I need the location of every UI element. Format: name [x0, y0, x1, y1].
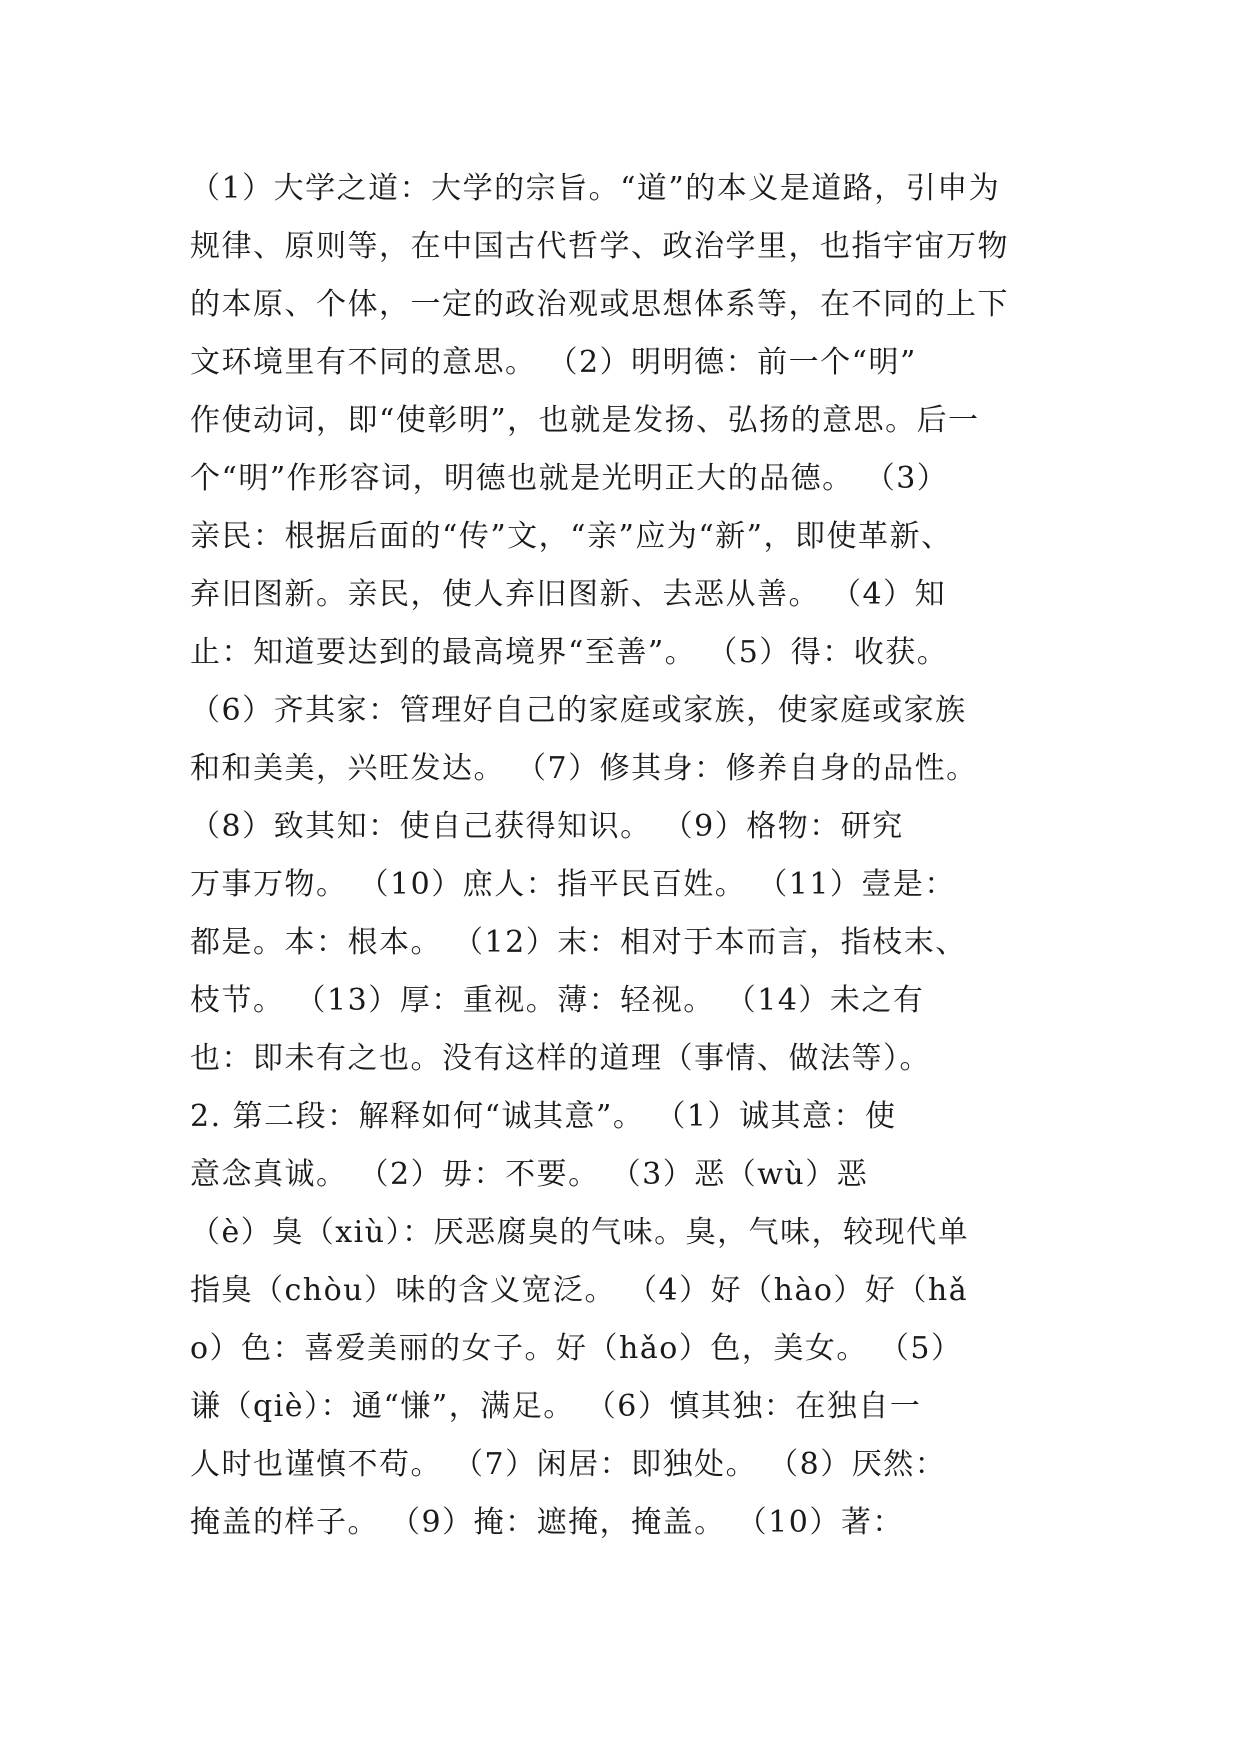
text-line: 规律、原则等，在中国古代哲学、政治学里，也指宇宙万物 — [190, 229, 1009, 264]
text-line: 指臭（chòu）味的含义宽泛。 （4）好（hào）好（hǎ — [190, 1273, 969, 1308]
text-line: o）色：喜爱美丽的女子。好（hǎo）色，美女。 （5） — [190, 1331, 963, 1366]
text-line: 弃旧图新。亲民，使人弃旧图新、去恶从善。 （4）知 — [190, 577, 947, 612]
text-line: （1）大学之道：大学的宗旨。“道”的本义是道路，引申为 — [190, 171, 1001, 206]
text-line: 谦（qiè）：通“慊”，满足。 （6）慎其独：在独自一 — [190, 1389, 922, 1424]
text-line: 文环境里有不同的意思。 （2）明明德：前一个“明” — [190, 345, 917, 380]
text-line: 作使动词，即“使彰明”，也就是发扬、弘扬的意思。后一 — [190, 403, 980, 438]
text-line: （6）齐其家：管理好自己的家庭或家族，使家庭或家族 — [190, 693, 967, 728]
text-line: 和和美美，兴旺发达。 （7）修其身：修养自身的品性。 — [190, 751, 978, 786]
text-line: 意念真诚。 （2）毋：不要。 （3）恶（wù）恶 — [190, 1157, 869, 1192]
text-line: 的本原、个体，一定的政治观或思想体系等，在不同的上下 — [190, 287, 1009, 322]
text-line: 都是。本：根本。 （12）末：相对于本而言，指枝末、 — [190, 925, 967, 960]
text-line: 2. 第二段：解释如何“诚其意”。 （1）诚其意：使 — [190, 1099, 897, 1134]
text-line: 止：知道要达到的最高境界“至善”。 （5）得：收获。 — [190, 635, 949, 670]
text-line: 亲民：根据后面的“传”文，“亲”应为“新”，即使革新、 — [190, 519, 953, 554]
text-line: （8）致其知：使自己获得知识。 （9）格物：研究 — [190, 809, 904, 844]
text-line: 万事万物。 （10）庶人：指平民百姓。 （11）壹是： — [190, 867, 956, 902]
text-line: 人时也谨慎不苟。 （7）闲居：即独处。 （8）厌然： — [190, 1447, 947, 1482]
text-line: 掩盖的样子。 （9）掩：遮掩，掩盖。 （10）著： — [190, 1505, 904, 1540]
text-line: 枝节。 （13）厚：重视。薄：轻视。 （14）未之有 — [190, 983, 925, 1018]
text-line: （è）臭（xiù）：厌恶腐臭的气味。臭，气味，较现代单 — [190, 1215, 970, 1250]
body-text — [190, 160, 1070, 1552]
text-line: 个“明”作形容词，明德也就是光明正大的品德。 （3） — [190, 461, 949, 496]
text-line: 也：即未有之也。没有这样的道理（事情、做法等）。 — [190, 1041, 931, 1076]
